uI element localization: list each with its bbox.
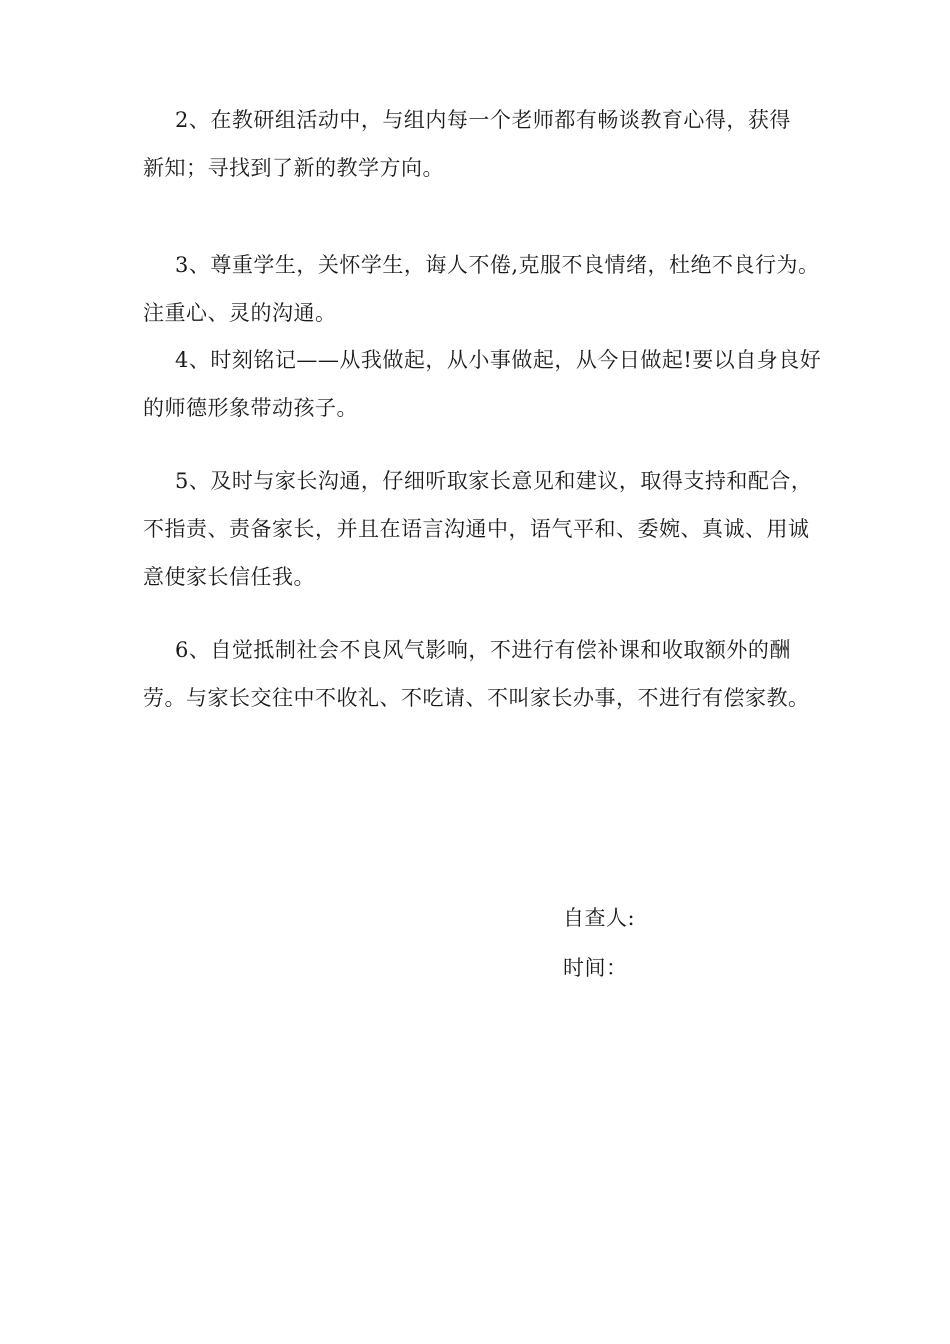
paragraph-item-3 (143, 241, 823, 337)
paragraph-item-4 (143, 336, 823, 432)
paragraph-item-5 (143, 457, 823, 601)
paragraph-line: 6、自觉抵制社会不良风气影响，不进行有偿补课和收取额外的酬 (175, 638, 791, 662)
paragraph-line: 新知；寻找到了新的教学方向。 (143, 156, 444, 180)
paragraph-line: 的师德形象带动孩子。 (143, 396, 358, 420)
paragraph-item-2 (143, 96, 823, 192)
paragraph-line: 不指责、责备家长，并且在语言沟通中，语气平和、委婉、真诚、用诚 (143, 517, 810, 541)
paragraph-line: 5、及时与家长沟通，仔细听取家长意见和建议，取得支持和配合， (175, 469, 813, 493)
signature-time-label: 时间： (563, 956, 628, 980)
paragraph-line: 劳。与家长交往中不收礼、不吃请、不叫家长办事，不进行有偿家教。 (143, 686, 810, 710)
paragraph-line: 意使家长信任我。 (143, 565, 315, 589)
paragraph-line: 2、在教研组活动中，与组内每一个老师都有畅谈教育心得，获得 (175, 108, 791, 132)
paragraph-line: 注重心、灵的沟通。 (143, 301, 337, 325)
paragraph-item-6 (143, 626, 823, 722)
signature-person-label: 自查人: (563, 906, 636, 930)
paragraph-line: 3、尊重学生，关怀学生，诲人不倦,克服不良情绪，杜绝不良行为。 (175, 253, 820, 277)
paragraph-line: 4、时刻铭记——从我做起，从小事做起，从今日做起!要以自身良好 (175, 348, 822, 372)
